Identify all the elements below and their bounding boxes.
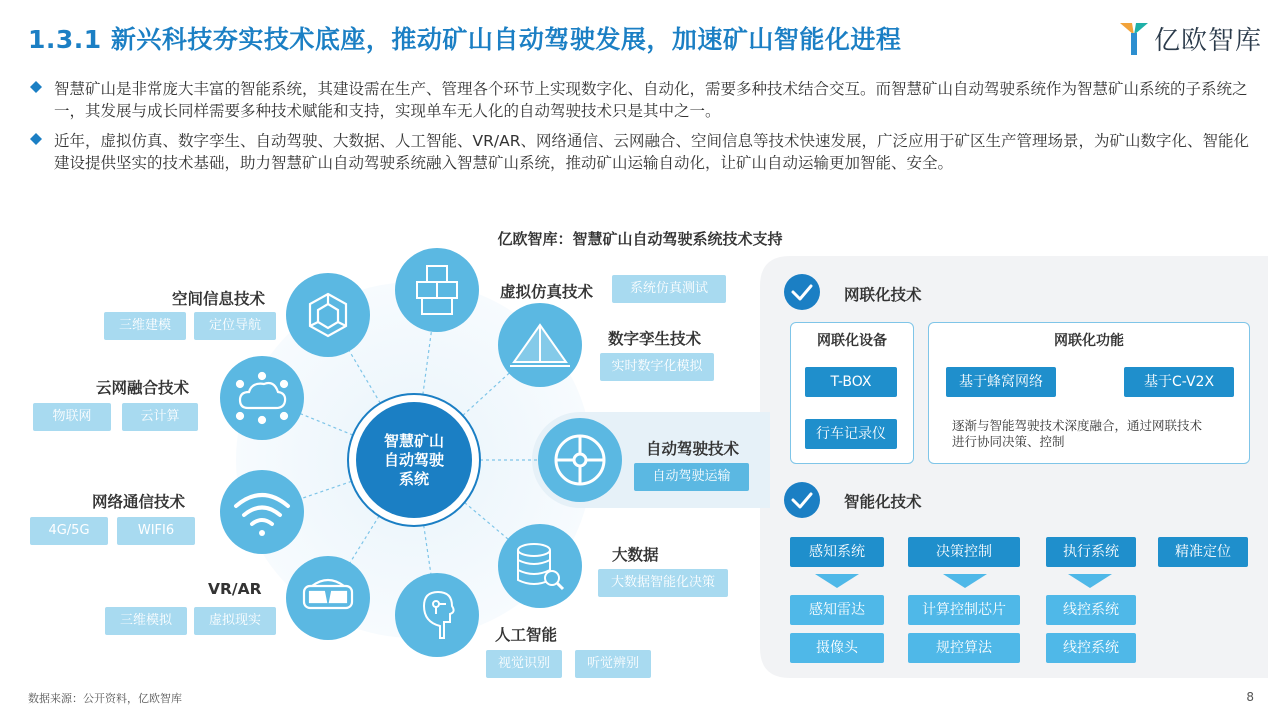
center-line-2: 自动驾驶 — [383, 451, 444, 469]
chip-positioning: 定位导航 — [194, 312, 276, 340]
chip-realtime-sim: 实时数字化模拟 — [600, 353, 714, 381]
bigdata-circle — [498, 524, 582, 608]
netlink-title: 网联化技术 — [844, 286, 922, 304]
chip-wifi6: WIFI6 — [117, 517, 195, 545]
network-label: 网络通信技术 — [92, 493, 186, 511]
decision-control-head: 决策控制 — [908, 537, 1020, 567]
chip-3d-sim: 三维模拟 — [105, 607, 187, 635]
netlink-devices-title: 网联化设备 — [817, 333, 887, 349]
bullet-text: 近年，虚拟仿真、数字孪生、自动驾驶、大数据、人工智能、VR/AR、网络通信、云网融合、空间信息等技术快速发展，广泛应用于矿区生产管理场景，为矿山数字化、智能化建设提供坚实的技术基础，助力智慧矿山自动驾驶系统融入智慧矿山系统，推动矿山运输自动化，让矿山自动运输更加智能、安全。 — [54, 132, 1249, 172]
chip-4g5g: 4G/5G — [30, 517, 108, 545]
ai-label: 人工智能 — [495, 626, 558, 644]
twin-label: 数字孪生技术 — [608, 330, 702, 348]
chip-item: 计算控制芯片 — [908, 595, 1020, 625]
netlink-functions-title: 网联化功能 — [1054, 333, 1124, 349]
execution-system-head: 执行系统 — [1046, 537, 1136, 567]
autodrive-label: 自动驾驶技术 — [646, 440, 740, 458]
netlink-func-desc — [952, 418, 1202, 450]
spatial-label: 空间信息技术 — [172, 290, 266, 308]
ai-circle — [395, 573, 479, 657]
chip-vr: 虚拟现实 — [194, 607, 276, 635]
check-circle-icon — [782, 480, 822, 520]
perception-system-head: 感知系统 — [790, 537, 884, 567]
wire-control-item-2: 线控系统 — [1046, 633, 1136, 663]
chip-bigdata-decision: 大数据智能化决策 — [598, 569, 728, 597]
netlink-func-desc-1: 逐渐与智能驾驶技术深度融合，通过网联技术 — [952, 418, 1203, 433]
network-circle — [220, 470, 304, 554]
intelligent-title: 智能化技术 — [844, 493, 922, 511]
page-title: 1.3.1 新兴科技夯实技术底座，推动矿山自动驾驶发展，加速矿山智能化进程 — [28, 25, 902, 54]
chip-autodrive-transport: 自动驾驶运输 — [634, 463, 749, 491]
dashcam-item: 行车记录仪 — [805, 419, 897, 449]
bullet-text: 智慧矿山是非常庞大丰富的智能系统，其建设需在生产、管理各个环节上实现数字化、自动化，需要多种技术结合交互。而智慧矿山自动驾驶系统作为智慧矿山系统的子系统之一，其发展与成长同样需要多种技术赋能和支持，实现单车无人化的自动驾驶技术只是其中之一。 — [54, 80, 1248, 120]
chip-3d-modeling: 三维建模 — [104, 312, 186, 340]
page-number: 8 — [1246, 690, 1254, 704]
cloud-label: 云网融合技术 — [96, 379, 190, 397]
vrar-label: VR/AR — [208, 580, 262, 598]
sim-label: 虚拟仿真技术 — [500, 283, 594, 301]
cv2x-item: 基于C-V2X — [1124, 367, 1234, 397]
source-note: 数据来源：公开资料，亿欧智库 — [28, 692, 182, 705]
check-circle-icon — [782, 272, 822, 312]
radar-item: 感知雷达 — [790, 595, 884, 625]
tbox-item: T-BOX — [805, 367, 897, 397]
vrar-circle — [286, 556, 370, 640]
netlink-func-desc-2: 进行协同决策、控制 — [952, 434, 1065, 449]
logo-text: 亿欧智库 — [1154, 25, 1263, 56]
cloud-circle — [220, 356, 304, 440]
algorithm-item: 规控算法 — [908, 633, 1020, 663]
chip-cloud-computing: 云计算 — [122, 403, 198, 431]
diagram-title: 亿欧智库：智慧矿山自动驾驶系统技术支持 — [497, 230, 783, 248]
center-label — [356, 432, 472, 489]
chip-audio: 听觉辨别 — [575, 650, 651, 678]
chip-system-sim-test: 系统仿真测试 — [612, 275, 726, 303]
center-line-3: 系统 — [398, 470, 429, 488]
center-line-1: 智慧矿山 — [383, 432, 444, 450]
cellular-network-item: 基于蜂窝网络 — [946, 367, 1056, 397]
bigdata-label: 大数据 — [612, 546, 659, 564]
precise-positioning-head: 精准定位 — [1158, 537, 1248, 567]
spatial-circle — [286, 273, 370, 357]
wire-control-item-1: 线控系统 — [1046, 595, 1136, 625]
autodrive-circle — [538, 418, 622, 502]
chip-vision: 视觉识别 — [486, 650, 562, 678]
chip-iot: 物联网 — [33, 403, 111, 431]
camera-item: 摄像头 — [790, 633, 884, 663]
